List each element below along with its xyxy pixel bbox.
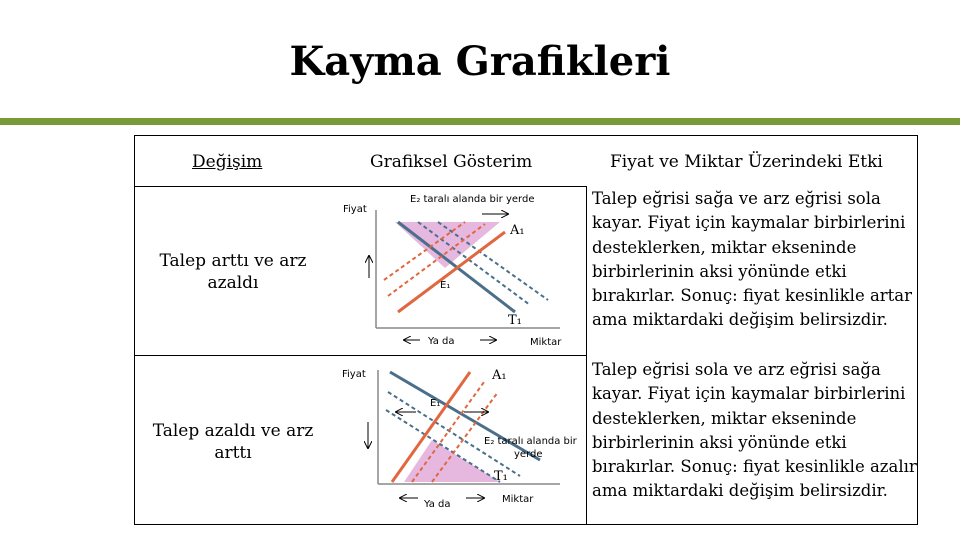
demand-label-1: T₁: [508, 313, 522, 328]
x-label-1: Miktar: [530, 337, 562, 348]
supply-label-2: A₁: [492, 368, 507, 383]
y-label-2: Fiyat: [342, 369, 366, 380]
or-label-1: Ya da: [428, 336, 455, 347]
header-change: Değişim: [192, 152, 263, 172]
row2-change: Talep azaldı ve arz arttı: [152, 421, 314, 463]
row1-effect: Talep eğrisi sağa ve arz eğrisi sola kayar. Fiyat için kaymalar birbirlerini desteklerken, miktar ekseninde birbirlerinin aksi yönünde etki bırakırlar. Sonuç: fiyat kesinlikle artar ama miktardaki değişim belirsizdir.: [592, 189, 913, 330]
y-label-1: Fiyat: [343, 204, 367, 215]
supply-label-1: A₁: [510, 223, 525, 238]
demand-label-2: T₁: [494, 469, 508, 484]
eq-label-2: E₁: [430, 398, 441, 409]
row1-change: Talep arttı ve arz azaldı: [159, 251, 307, 293]
row2-effect: Talep eğrisi sola ve arz eğrisi sağa kayar. Fiyat için kaymalar birbirlerini desteklerken, miktar ekseninde birbirlerinin aksi yönünde etki bırakırlar. Sonuç: fiyat kesinlikle azalır ama miktardaki değişim belirsizdir.: [592, 360, 917, 501]
or-label-2: Ya da: [424, 499, 451, 510]
header-effect: Fiyat ve Miktar Üzerindeki Etki: [610, 152, 883, 172]
x-label-2: Miktar: [502, 494, 534, 505]
note-2-line2: yerde: [514, 449, 543, 460]
note-2-line1: E₂ taralı alanda bir: [484, 436, 577, 447]
eq-label-1: E₁: [440, 280, 451, 291]
page-title: Kayma Grafikleri: [289, 38, 671, 85]
graph-1: [343, 194, 562, 348]
header-graph: Grafiksel Gösterim: [370, 152, 533, 172]
graph-2: [342, 368, 578, 510]
note-1: E₂ taralı alanda bir yerde: [410, 194, 535, 205]
